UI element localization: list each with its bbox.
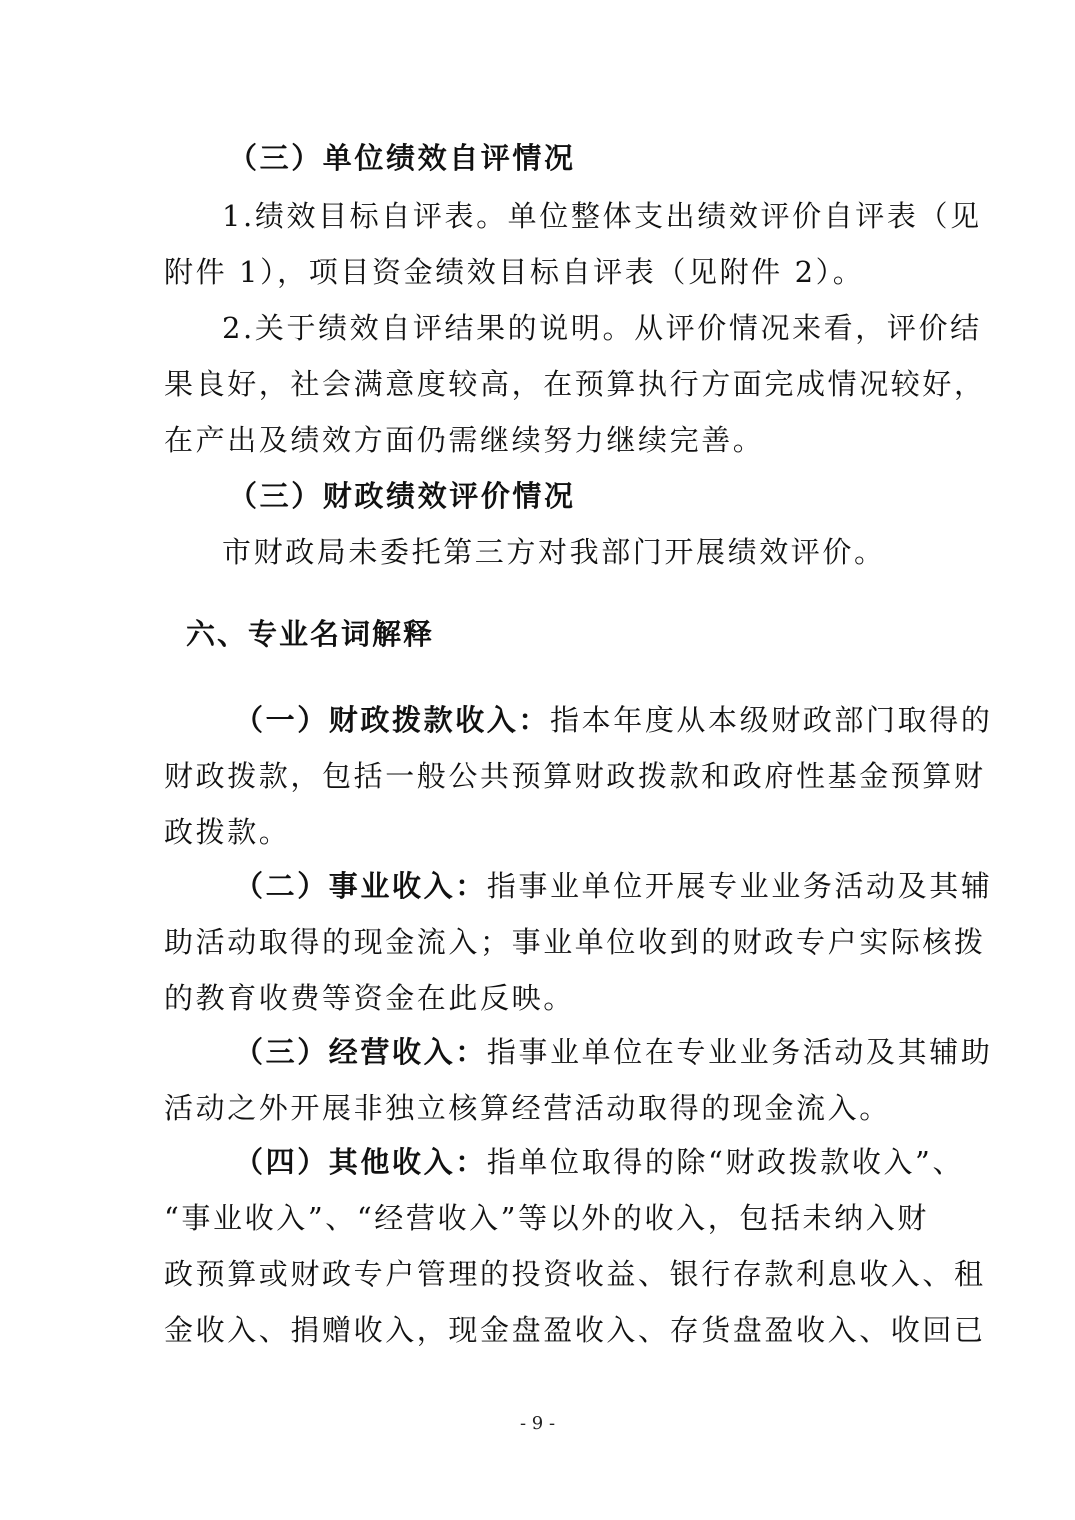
- self-evaluation-item1-line2: 附件 1），项目资金绩效目标自评表（见附件 2）。: [164, 255, 865, 289]
- term2-line3: 的教育收费等资金在此反映。: [164, 981, 575, 1015]
- term3-line2: 活动之外开展非独立核算经营活动取得的现金流入。: [164, 1091, 891, 1125]
- terms-section-heading: 六、专业名词解释: [186, 617, 435, 651]
- page-number: - 9 -: [519, 1413, 556, 1434]
- term4-line3: 政预算或财政专户管理的投资收益、银行存款利息收入、租: [164, 1257, 986, 1291]
- self-evaluation-item1-line1: 1.绩效目标自评表。单位整体支出绩效评价自评表（见: [222, 199, 982, 233]
- term1-label: （一）财政拨款收入：: [234, 703, 551, 737]
- fiscal-evaluation-heading: （三）财政绩效评价情况: [228, 479, 576, 513]
- self-evaluation-heading: （三）单位绩效自评情况: [228, 141, 576, 175]
- self-evaluation-item2-line1: 2.关于绩效自评结果的说明。从评价情况来看，评价结: [222, 311, 982, 345]
- term3-line1: [234, 1032, 993, 1072]
- term3-label: （三）经营收入：: [234, 1035, 487, 1069]
- term4-line2: “事业收入”、“经营收入”等以外的收入，包括未纳入财: [164, 1201, 929, 1235]
- term1-definition-start: 指本年度从本级财政部门取得的: [550, 703, 993, 737]
- term4-line1: [234, 1142, 965, 1182]
- term2-definition-start: 指事业单位开展专业业务活动及其辅: [486, 869, 993, 903]
- term1-line3: 政拨款。: [164, 815, 291, 849]
- term1-line2: 财政拨款，包括一般公共预算财政拨款和政府性基金预算财: [164, 759, 986, 793]
- term1-line1: [234, 700, 993, 740]
- term2-line1: [234, 866, 993, 906]
- term2-label: （二）事业收入：: [234, 869, 487, 903]
- term4-label: （四）其他收入：: [234, 1145, 487, 1179]
- term4-definition-start: 指单位取得的除“财政拨款收入”、: [486, 1145, 965, 1179]
- fiscal-evaluation-text: 市财政局未委托第三方对我部门开展绩效评价。: [222, 535, 886, 569]
- self-evaluation-item2-line3: 在产出及绩效方面仍需继续努力继续完善。: [164, 423, 765, 457]
- self-evaluation-item2-line2: 果良好，社会满意度较高，在预算执行方面完成情况较好，: [164, 367, 986, 401]
- term2-line2: 助活动取得的现金流入；事业单位收到的财政专户实际核拨: [164, 925, 986, 959]
- term3-definition-start: 指事业单位在专业业务活动及其辅助: [486, 1035, 993, 1069]
- term4-line4: 金收入、捐赠收入，现金盘盈收入、存货盘盈收入、收回已: [164, 1313, 986, 1347]
